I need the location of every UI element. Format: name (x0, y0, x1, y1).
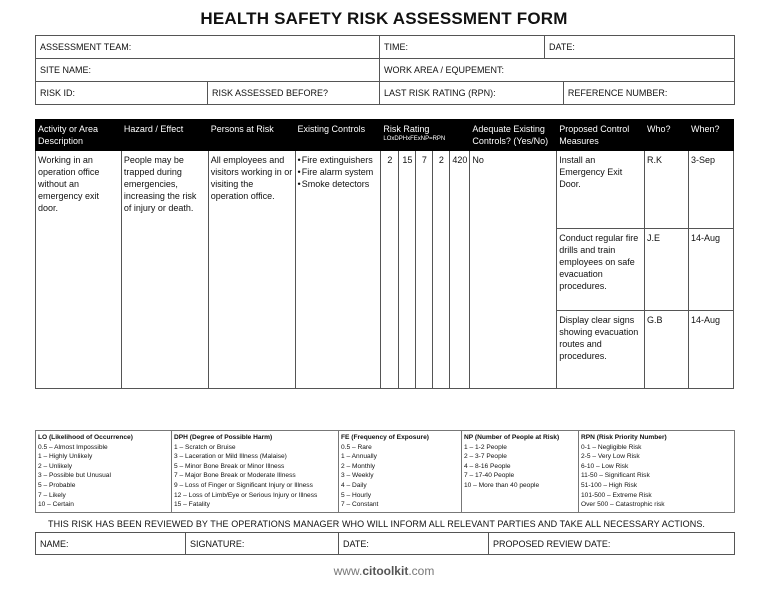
list-item: 2 – Monthly (341, 462, 376, 470)
risk-table-header (36, 120, 734, 151)
work-area-field[interactable]: WORK AREA / EQUPEMENT: (380, 59, 735, 82)
measure-cell[interactable]: Install an Emergency Exit Door. (557, 151, 645, 229)
header-proposed: Proposed Control Measures (557, 120, 645, 151)
list-item: 7 – 17-40 People (464, 472, 515, 480)
legend-dph (172, 431, 339, 513)
rpn-cell[interactable]: 420 (450, 151, 470, 389)
list-item: 7 – Major Bone Break or Moderate Illness (174, 472, 296, 480)
list-item: 11-50 – Significant Risk (581, 472, 650, 480)
name-field[interactable]: NAME: (36, 533, 186, 555)
dph-cell[interactable]: 15 (399, 151, 416, 389)
list-item: 5 – Hourly (341, 491, 372, 499)
list-item: 1 – 1-2 People (464, 443, 507, 451)
review-date-field[interactable]: DATE: (339, 533, 489, 555)
list-item: 12 – Loss of Limb/Eye or Serious Injury or Illness (174, 491, 318, 499)
site-name-field[interactable]: SITE NAME: (36, 59, 380, 82)
list-item: 1 – Highly Unlikely (38, 453, 93, 461)
footer-link[interactable] (0, 564, 768, 578)
controls-list (298, 154, 379, 190)
legend-fe-title: FE (Frequency of Exposure) (341, 434, 429, 441)
header-controls: Existing Controls (295, 120, 381, 151)
list-item: 15 – Fatality (174, 501, 210, 509)
who-cell[interactable]: G.B (645, 311, 689, 389)
legend-dph-title: DPH (Degree of Possible Harm) (174, 434, 273, 441)
fe-cell[interactable]: 7 (416, 151, 433, 389)
list-item: 5 – Minor Bone Break or Minor Illness (174, 462, 285, 470)
review-note: THIS RISK HAS BEEN REVIEWED BY THE OPERATIONS MANAGER WHO WILL INFORM ALL RELEVANT PARTIES AND TAKE ALL NECESSARY ACTIONS. (48, 519, 706, 529)
persons-cell[interactable]: All employees and visitors working in or visiting the operation office. (208, 151, 295, 389)
list-item: • Fire extinguishers (298, 154, 379, 166)
date-field[interactable]: DATE: (545, 36, 735, 59)
legend-lo-title: LO (Likelihood of Occurrence) (38, 434, 133, 441)
list-item: 3 – Weekly (341, 472, 374, 480)
list-item: 5 – Probable (38, 481, 76, 489)
sign-off-table (35, 532, 735, 555)
risk-rating-label: Risk Rating (383, 124, 430, 134)
list-item: • Smoke detectors (298, 178, 379, 190)
header-adequate: Adequate Existing Controls? (Yes/No) (470, 120, 557, 151)
list-item: 3 – Possible but Unusual (38, 472, 111, 480)
last-risk-rating-field[interactable]: LAST RISK RATING (RPN): (380, 82, 564, 105)
risk-table (35, 119, 734, 389)
list-item: 7 – Likely (38, 491, 66, 499)
list-item: 9 – Loss of Finger or Significant Injury or Illness (174, 481, 313, 489)
list-item: 2 – 3-7 People (464, 453, 507, 461)
assessment-info-table (35, 35, 735, 105)
who-cell[interactable]: J.E (645, 229, 689, 311)
assessment-team-field[interactable]: ASSESSMENT TEAM: (36, 36, 380, 59)
list-item: 0.5 – Almost Impossible (38, 443, 108, 451)
time-field[interactable]: TIME: (380, 36, 545, 59)
form-title: HEALTH SAFETY RISK ASSESSMENT FORM (200, 9, 568, 28)
reference-number-field[interactable]: REFERENCE NUMBER: (563, 82, 734, 105)
list-item: Over 500 – Catastrophic risk (581, 501, 665, 509)
list-item: 0-1 – Negligible Risk (581, 443, 642, 451)
measure-cell[interactable]: Display clear signs showing evacuation routes and procedures. (557, 311, 645, 389)
lo-cell[interactable]: 2 (381, 151, 399, 389)
measure-cell[interactable]: Conduct regular fire drills and train employees on safe evacuation procedures. (557, 229, 645, 311)
proposed-review-date-field[interactable]: PROPOSED REVIEW DATE: (489, 533, 735, 555)
list-item: 2-5 – Very Low Risk (581, 453, 640, 461)
list-item: 7 – Constant (341, 501, 379, 509)
rating-legend-table (35, 430, 735, 513)
header-activity: Activity or Area Description (36, 120, 122, 151)
list-item: 3 – Laceration or Mild Illness (Malaise) (174, 453, 287, 461)
list-item: 51-100 – High Risk (581, 481, 638, 489)
footer-prefix: www. (333, 564, 363, 578)
list-item: 6-10 – Low Risk (581, 462, 629, 470)
controls-cell[interactable] (295, 151, 381, 389)
risk-rating-formula: LOxDPHxFExNP=RPN (383, 136, 446, 142)
legend-np (462, 431, 579, 513)
list-item: 4 – Daily (341, 481, 367, 489)
legend-rpn-title: RPN (Risk Priority Number) (581, 434, 667, 441)
list-item: 2 – Unlikely (38, 462, 73, 470)
header-risk-rating (381, 120, 470, 151)
when-cell[interactable]: 3-Sep (688, 151, 733, 229)
activity-cell[interactable]: Working in an operation office without an emergency exit door. (36, 151, 122, 389)
legend-fe (339, 431, 462, 513)
header-when: When? (688, 120, 733, 151)
list-item: 4 – 8-16 People (464, 462, 511, 470)
header-who: Who? (645, 120, 689, 151)
list-item: 1 – Annually (341, 453, 377, 461)
list-item: • Fire alarm system (298, 166, 379, 178)
signature-field[interactable]: SIGNATURE: (186, 533, 339, 555)
header-persons: Persons at Risk (208, 120, 295, 151)
table-row (36, 151, 734, 229)
legend-rpn (579, 431, 735, 513)
list-item: 10 – Certain (38, 501, 74, 509)
list-item: 0.5 – Rare (341, 443, 372, 451)
footer-suffix: .com (408, 564, 435, 578)
np-cell[interactable]: 2 (433, 151, 450, 389)
footer-brand: citoolkit (362, 564, 409, 578)
hazard-cell[interactable]: People may be trapped during emergencies, increasing the risk of injury or death. (121, 151, 208, 389)
list-item: 101-500 – Extreme Risk (581, 491, 652, 499)
who-cell[interactable]: R.K (645, 151, 689, 229)
risk-id-field[interactable]: RISK ID: (36, 82, 208, 105)
header-hazard: Hazard / Effect (121, 120, 208, 151)
legend-np-title: NP (Number of People at Risk) (464, 434, 560, 441)
when-cell[interactable]: 14-Aug (688, 311, 733, 389)
legend-lo (36, 431, 172, 513)
risk-assessed-before-field[interactable]: RISK ASSESSED BEFORE? (208, 82, 380, 105)
list-item: 10 – More than 40 people (464, 481, 540, 489)
when-cell[interactable]: 14-Aug (688, 229, 733, 311)
list-item: 1 – Scratch or Bruise (174, 443, 236, 451)
adequate-cell[interactable]: No (470, 151, 557, 389)
